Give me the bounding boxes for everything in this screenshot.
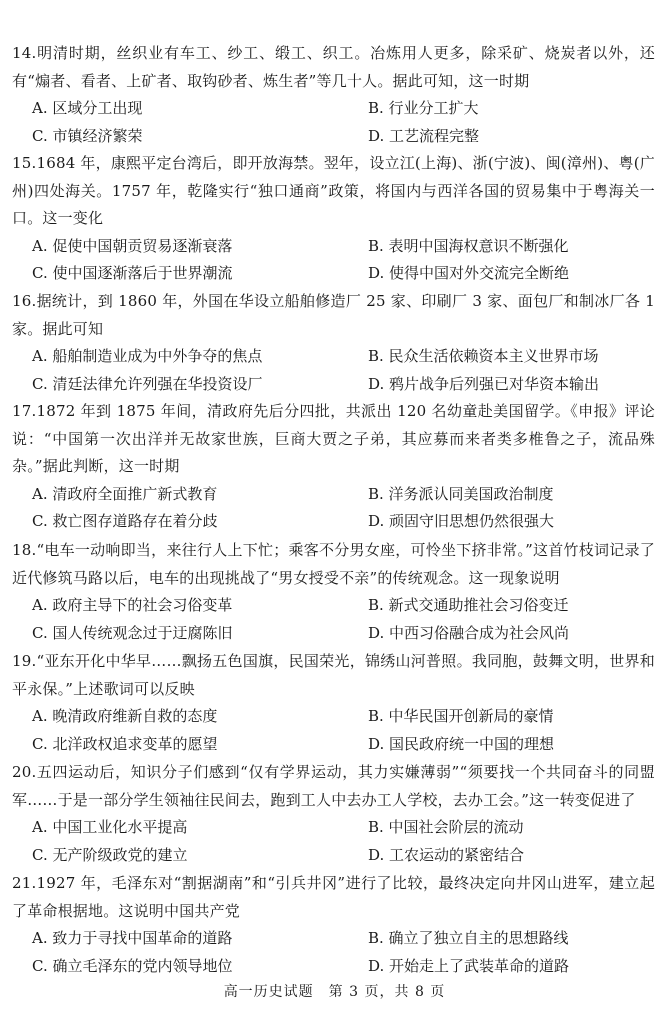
- option-c[interactable]: C. 救亡图存道路存在着分歧: [32, 512, 218, 531]
- question-text: “电车一动响即当，来往行人上下忙；乘客不分男女座，可怜坐下挤非常。”这首竹枝词记录了近代修筑马路以后，电车的出现挑战了“男女授受不亲”的传统观念。这一现象说明: [12, 541, 655, 587]
- option-b[interactable]: B. 表明中国海权意识不断强化: [368, 236, 569, 255]
- question-17: [0, 398, 669, 536]
- option-d[interactable]: D. 国民政府统一中国的理想: [368, 734, 555, 753]
- question-20: [0, 759, 669, 869]
- question-number: 15.: [12, 154, 37, 172]
- question-stem: [0, 537, 669, 592]
- options: [0, 592, 669, 647]
- option-d[interactable]: D. 鸦片战争后列强已对华资本输出: [368, 374, 600, 393]
- question-stem: [0, 398, 669, 481]
- option-b[interactable]: B. 新式交通助推社会习俗变迁: [368, 596, 569, 615]
- question-text: 1927 年，毛泽东对“割据湖南”和“引兵井冈”进行了比较，最终决定向井冈山进军，建立起了革命根据地。这说明中国共产党: [12, 874, 655, 920]
- option-c[interactable]: C. 清廷法律允许列强在华投资设厂: [32, 374, 263, 393]
- option-b[interactable]: B. 中国社会阶层的流动: [368, 818, 524, 837]
- option-a[interactable]: A. 区域分工出现: [32, 99, 143, 118]
- question-number: 21.: [12, 874, 37, 892]
- question-stem: [0, 40, 669, 95]
- option-d[interactable]: D. 开始走上了武装革命的道路: [368, 956, 570, 975]
- question-stem: [0, 648, 669, 703]
- question-stem: [0, 288, 669, 343]
- option-b[interactable]: B. 洋务派认同美国政治制度: [368, 484, 554, 503]
- option-c[interactable]: C. 国人传统观念过于迂腐陈旧: [32, 623, 233, 642]
- option-a[interactable]: A. 晚清政府维新自救的态度: [32, 707, 218, 726]
- option-b[interactable]: B. 中华民国开创新局的豪情: [368, 707, 554, 726]
- question-text: “亚东开化中华早……飘扬五色国旗，民国荣光，锦绣山河普照。我同胞，鼓舞文明，世界和平永保。”上述歌词可以反映: [12, 652, 655, 698]
- options: [0, 925, 669, 980]
- option-a[interactable]: A. 致力于寻找中国革命的道路: [32, 929, 233, 948]
- options: [0, 481, 669, 536]
- question-stem: [0, 870, 669, 925]
- option-a[interactable]: A. 清政府全面推广新式教育: [32, 484, 218, 503]
- option-a[interactable]: A. 中国工业化水平提高: [32, 818, 188, 837]
- question-text: 1684 年，康熙平定台湾后，即开放海禁。翌年，设立江(上海)、浙(宁波)、闽(漳州)、粤(广州)四处海关。1757 年，乾隆实行“独口通商”政策，将国内与西洋各国的贸易集中于粤海关一口。这一变化: [12, 154, 655, 228]
- question-21: [0, 870, 669, 980]
- question-stem: [0, 759, 669, 814]
- options: [0, 703, 669, 758]
- option-d[interactable]: D. 顽固守旧思想仍然很强大: [368, 512, 555, 531]
- options: [0, 233, 669, 288]
- question-14: [0, 40, 669, 150]
- question-number: 18.: [12, 541, 37, 559]
- question-text: 1872 年到 1875 年间，清政府先后分四批，共派出 120 名幼童赴美国留学。《申报》评论说：“中国第一次出洋并无故家世族，巨商大贾之子弟，其应募而来者类多椎鲁之子，流品殊杂。”据此判断，这一时期: [12, 402, 655, 476]
- question-text: 五四运动后，知识分子们感到“仅有学界运动，其力实嫌薄弱”“须要找一个共同奋斗的同盟军……于是一部分学生领袖往民间去，跑到工人中去办工人学校，去办工会。”这一转变促进了: [12, 763, 655, 809]
- page-footer: 高一历史试题 第 3 页，共 8 页: [223, 984, 446, 1000]
- options: [0, 343, 669, 398]
- options: [0, 814, 669, 869]
- question-15: [0, 150, 669, 288]
- question-text: 据统计，到 1860 年，外国在华设立船舶修造厂 25 家、印刷厂 3 家、面包厂和制冰厂各 1 家。据此可知: [12, 292, 655, 338]
- options: [0, 95, 669, 150]
- option-c[interactable]: C. 北洋政权追求变革的愿望: [32, 734, 218, 753]
- option-c[interactable]: C. 确立毛泽东的党内领导地位: [32, 956, 233, 975]
- question-number: 14.: [12, 44, 37, 62]
- option-b[interactable]: B. 民众生活依赖资本主义世界市场: [368, 347, 599, 366]
- option-a[interactable]: A. 政府主导下的社会习俗变革: [32, 596, 233, 615]
- option-d[interactable]: D. 工农运动的紧密结合: [368, 845, 525, 864]
- option-d[interactable]: D. 工艺流程完整: [368, 126, 480, 145]
- question-16: [0, 288, 669, 398]
- question-19: [0, 648, 669, 758]
- option-c[interactable]: C. 无产阶级政党的建立: [32, 845, 188, 864]
- question-number: 20.: [12, 763, 37, 781]
- question-text: 明清时期，丝织业有车工、纱工、缎工、织工。冶炼用人更多，除采矿、烧炭者以外，还有“煽者、看者、上矿者、取钩砂者、炼生者”等几十人。据此可知，这一时期: [12, 44, 655, 90]
- option-d[interactable]: D. 使得中国对外交流完全断绝: [368, 264, 570, 283]
- question-number: 16.: [12, 292, 37, 310]
- question-stem: [0, 150, 669, 233]
- option-b[interactable]: B. 行业分工扩大: [368, 99, 479, 118]
- option-c[interactable]: C. 市镇经济繁荣: [32, 126, 143, 145]
- option-b[interactable]: B. 确立了独立自主的思想路线: [368, 929, 569, 948]
- question-number: 17.: [12, 402, 37, 420]
- question-18: [0, 537, 669, 647]
- option-a[interactable]: A. 船舶制造业成为中外争夺的焦点: [32, 347, 263, 366]
- question-number: 19.: [12, 652, 37, 670]
- option-a[interactable]: A. 促使中国朝贡贸易逐渐衰落: [32, 236, 233, 255]
- option-d[interactable]: D. 中西习俗融合成为社会风尚: [368, 623, 570, 642]
- option-c[interactable]: C. 使中国逐渐落后于世界潮流: [32, 264, 233, 283]
